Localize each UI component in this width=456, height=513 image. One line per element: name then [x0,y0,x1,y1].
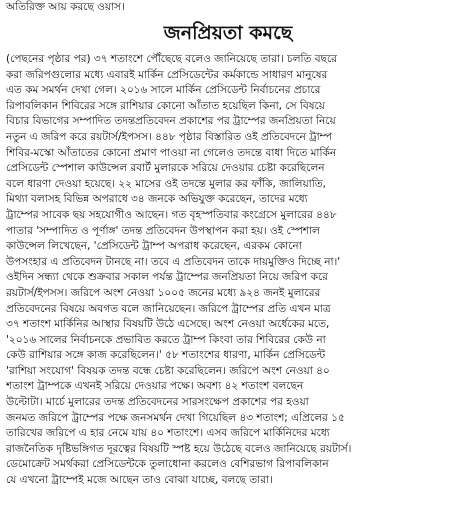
article-line-text: বিচার বিভাগের সম্পাদিত তদন্তপ্রতিবেদন প্রকাশের পর ট্রাম্পের জনপ্রিয়তা নিয়ে [6,115,336,128]
article-line [6,192,450,208]
article-line [6,379,450,395]
article-line [6,161,450,177]
article-line-text: 'রাশিয়া সংযোগ' বিষয়ক তদন্ত বন্ধে চেষ্টা করেছিলেন। জরিপে অংশ নেওয়া ৪০ [6,364,330,377]
article-line-text: প্রেসিডেন্ট স্পেশাল কাউন্সেল রবার্ট মুলারকে সরিয়ে দেওয়ার চেষ্টা করেছিলেন [6,162,325,175]
article-line [6,286,450,302]
article-line-text: শিবির-মস্কো আঁতাতের কোনো প্রমাণ পাওয়া না গেলেও তদন্তে বাধা দিতে মার্কিন [6,146,337,159]
article-line [6,130,450,146]
article-line-text: জনমত জরিপে ট্রাম্পের পক্ষে জনসমর্থন দেখা গিয়েছিল ৪৩ শতাংশ; এপ্রিলের ১৫ [6,411,345,424]
article-line [6,52,450,68]
article-line-text: মিথ্যা বলাসহ বিভিন্ন অপরাধে ৩৪ জনকে অভিযুক্ত করেছেন, তাদের মধ্যে [6,193,308,206]
article-line-text: ওইদিন সন্ধ্যা থেকে শুক্রবার সকাল পর্যন্ত ট্রাম্পের জনপ্রিয়তা নিয়ে জরিপ করে [6,271,328,284]
article-line-text: করা জরিপগুলোর মধ্যে এবারই মার্কিন প্রেসিডেন্টের কর্মকান্ডে সাধারণ মানুষের [6,68,328,81]
article-line-text: পাতার 'সম্পাদিত ও পূর্ণাঙ্গ' তদন্ত প্রতিবেদন উপস্থাপন করা হয়। ওই স্পেশাল [6,224,320,237]
article-line-text: প্রতিবেদনের বিষয়ে অবগত বলে জানিয়েছেন। জরিপে ট্রাম্পের প্রতি এখন মাত্র [6,302,331,315]
article-line-text: এত কম সমর্থন দেখা গেল। ২০১৬ সালে মার্কিন প্রেসিডেন্ট নির্বাচনের প্রচারে [6,84,321,97]
article-line [6,457,450,473]
article-line-text: যে এখনো ট্রাম্পেই মজে আছেন তাও বোঝা যাচ্ছে, বলছে তারা। [6,474,273,487]
article-line [6,442,450,458]
article-line-text: তারিখের জরিপে এ হার নেমে যায় ৪০ শতাংশে। এসব জরিপে মার্কিনিদের মধ্যে [6,427,330,440]
article-line-text: রয়টার্স/ইপসস। জরিপে অংশ নেওয়া ১০০৫ জনের মধ্যে ৯২৪ জনই মুলারের [6,286,321,299]
article-line [6,302,450,318]
article-line-text: ট্রাম্পের সাবেক ছয় সহযোগীও আছেন। গত বৃহস্পতিবার কংগ্রেসে মুলারের ৪৪৮ [6,208,337,221]
article-line-text: নতুন এ জরিপ করে রয়টার্স/ইপসস। ৪৪৮ পৃষ্ঠার বিস্তারিত ওই প্রতিবেদনে ট্রাম্প [6,130,332,143]
article-line [6,68,450,84]
article-line-text: শতাংশ ট্রাম্পকে এখনই সরিয়ে দেওয়ার পক্ষে। অবশ্য ৪২ শতাংশ বলছেন [6,380,304,393]
article-line-text: ৩৭ শতাংশ মার্কিনির আস্থার বিষয়টি উঠে এসেছে। অংশ নেওয়া অর্ধেকের মতে, [6,318,330,331]
article-line [6,83,450,99]
article-line-text: বলে ধারণা দেওয়া হয়েছে। ২২ মাসের ওই তদন্তে মুলার কর ফাঁকি, জালিয়াতি, [6,177,326,190]
previous-article-fragment: অতিরিক্ত আয় করছে ওয়াস। [6,1,125,13]
article-line-text: কেউ রাশিয়ার সঙ্গে কাজ করেছিলেন।' ৫৮ শতাংশের ধারণা, মার্কিন প্রেসিডেন্ট [6,349,326,362]
article-line [6,333,450,349]
article-line [6,411,450,427]
continued-from-marker: (পেছনের পৃষ্ঠার পর) [6,53,91,65]
article-line-text: ৩৭ শতাংশে পৌঁছেছে বলেও জানিয়েছে তারা। চলতি বছরে [90,53,337,65]
article-line [6,255,450,271]
article-line-text: উপসংহার এ প্রতিবেদন টানছে না। তবে এ প্রতিবেদন তাকে দায়মুক্তিও দিচ্ছে না।' [6,255,341,268]
article-line-text: ডেমোক্রেট সমর্থকরা প্রেসিডেন্টকে তুলাধোনা করলেও বেশিরভাগ রিপাবলিকান [6,458,329,471]
article-line [6,395,450,411]
article-body [6,52,450,489]
article-line [6,473,450,489]
article-line-text: কাউন্সেল লিখেছেন, 'প্রেসিডেন্ট ট্রাম্প অপরাধ করেছেন, এরকম কোনো [6,240,302,253]
article-line-text: রাজনৈতিক দৃষ্টিভঙ্গিগত দূরত্বের বিষয়টি স্পষ্ট হয়ে উঠেছে বলেও জানিয়েছে রয়টার্স। [6,442,352,455]
article-line [6,317,450,333]
article-line [6,177,450,193]
article-line [6,364,450,380]
article-line [6,146,450,162]
article-line [6,348,450,364]
article-line-text: উল্টোটা। মার্চে মুলারের তদন্ত প্রতিবেদনের সারসংক্ষেপ প্রকাশের পর হওয়া [6,396,309,409]
article-line [6,239,450,255]
article-line [6,208,450,224]
article-line [6,426,450,442]
article-line [6,114,450,130]
article-line-text: রিপাবলিকান শিবিরের সঙ্গে রাশিয়ার কোনো আঁতাত হয়েছিল কিনা, সে বিষয়ে [6,99,325,112]
article-line [6,224,450,240]
article-headline: জনপ্রিয়তা কমছে [163,22,293,44]
article-line [6,99,450,115]
article-line [6,270,450,286]
article-line-text: '২০১৬ সালের নির্বাচনকে প্রভাবিত করতে ট্রাম্প কিংবা তার শিবিরের কেউ না [6,333,326,346]
